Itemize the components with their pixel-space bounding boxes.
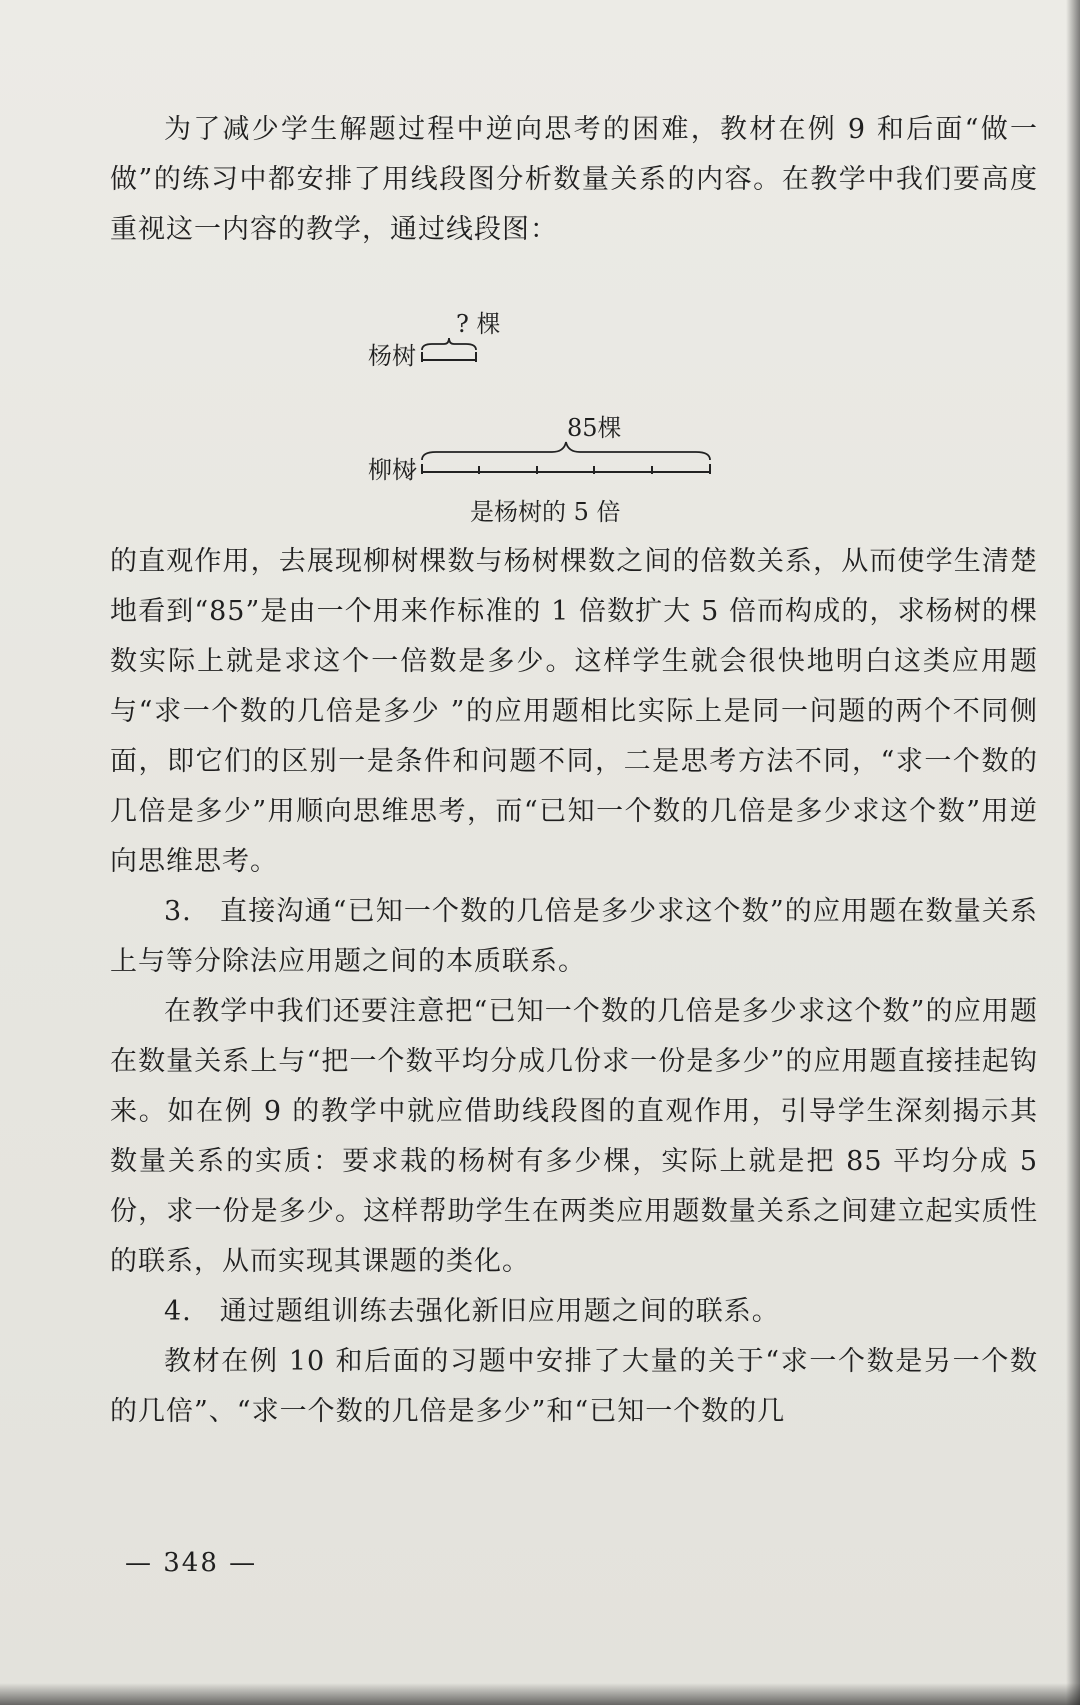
page-number: — 348 — bbox=[125, 1548, 258, 1578]
liu-label: 柳树 bbox=[368, 456, 416, 484]
section-heading-4: 4. 通过题组训练去强化新旧应用题之间的联系。 bbox=[164, 1296, 780, 1327]
text-block-top bbox=[110, 105, 1038, 255]
paragraph: 为了减少学生解题过程中逆向思考的困难，教材在例 9 和后面“做一做”的练习中都安排了用线段图分析数量关系的内容。在教学中我们要高度重视这一内容的教学，通过线段图： bbox=[110, 114, 1038, 245]
line-segment-diagram bbox=[340, 300, 790, 540]
liu-brace bbox=[422, 442, 710, 460]
page-edge-shadow bbox=[1066, 0, 1080, 1705]
paragraph: 教材在例 10 和后面的习题中安排了大量的关于“求一个数是另一个数的几倍”、“求一个数的几倍是多少”和“已知一个数的几 bbox=[110, 1346, 1038, 1427]
section-heading-3: 3. 直接沟通“已知一个数的几倍是多少求这个数”的应用题在数量关系上与等分除法应用题之间的本质联系。 bbox=[110, 896, 1038, 977]
paragraph: 在教学中我们还要注意把“已知一个数的几倍是多少求这个数”的应用题在数量关系上与“把一个数平均分成几份求一份是多少”的应用题直接挂起钩来。如在例 9 的教学中就应借助线段图的直观作用，引导学生深刻揭示其数量关系的实质：要求栽的杨树有多少棵，实际上就是把 85 平均分成 5 份，求一份是多少。这样帮助学生在两类应用题数量关系之间建立起实质性的联系，从而实现其课题的类化。 bbox=[110, 996, 1038, 1277]
yang-brace bbox=[422, 338, 476, 350]
page-bottom-shadow bbox=[0, 1683, 1080, 1705]
paragraph: 的直观作用，去展现柳树棵数与杨树棵数之间的倍数关系，从而使学生清楚地看到“85”是由一个用来作标准的 1 倍数扩大 5 倍而构成的，求杨树的棵数实际上就是求这个一倍数是多少。这样学生就会很快地明白这类应用题与“求一个数的几倍是多少 ”的应用题相比实际上是同一问题的两个不同侧面，即它们的区别一是条件和问题不同，二是思考方法不同，“求一个数的几倍是多少”用顺向思维思考，而“已知一个数的几倍是多少求这个数”用逆向思维思考。 bbox=[110, 546, 1038, 877]
multiple-label: 是杨树的 5 倍 bbox=[470, 498, 621, 526]
yang-quantity-label: ? 棵 bbox=[456, 310, 501, 338]
yang-label: 杨树 bbox=[368, 342, 416, 370]
liu-total-label: 85棵 bbox=[567, 414, 622, 442]
text-block-bottom bbox=[110, 537, 1038, 1437]
